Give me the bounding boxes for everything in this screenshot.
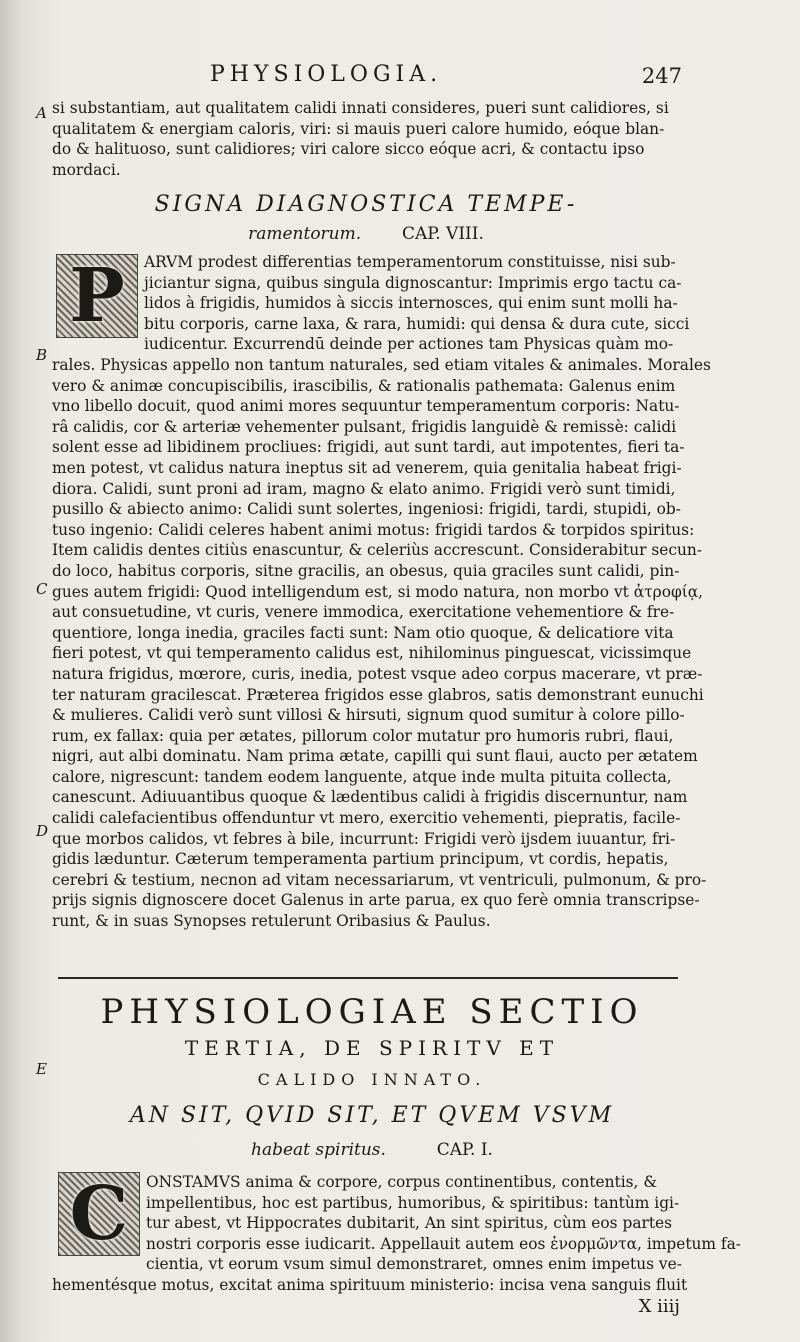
text-line: diora. Calidi, sunt proni ad iram, magno & elato animo. Frigidi verò sunt timidi,: [52, 479, 676, 498]
margin-letter-d: D: [36, 822, 49, 840]
signature-mark: X iiij: [638, 1296, 680, 1317]
text-line: iudicentur. Excurrendū deinde per actiones tam Physicas quàm mo-: [144, 335, 674, 354]
text-line: canescunt. Adiuuantibus quoque & lædentibus calidi à frigidis discernuntur, nam: [52, 788, 688, 807]
text-line: nigri, aut albi dominatu. Nam prima ætate, capilli qui sunt flaui, aucto per ætatem: [52, 747, 698, 766]
text-line: do loco, habitus corporis, sitne gracilis, an obesus, quia graciles sunt calidi, pin-: [52, 561, 680, 580]
text-line: bitu corporis, carne laxa, & rara, humidi: qui densa & dura cute, sicci: [144, 314, 690, 333]
text-line: râ calidis, cor & arteriæ vehementer pulsant, frigidis languidè & remissè: calidi: [52, 417, 677, 436]
text-line: ter naturam gracilescat. Præterea frigidos esse glabros, satis demonstrant eunuchi: [52, 685, 704, 704]
initial-letter: P: [69, 253, 125, 339]
text-line: hementésque motus, excitat anima spirituum ministerio: incisa vena sanguis fluit: [52, 1276, 688, 1294]
section-subtitle-1: TERTIA, DE SPIRITV ET: [184, 1036, 560, 1060]
ornamental-initial-c: [58, 1172, 140, 1256]
text-line: natura frigidus, mœrore, curis, inedia, potest vsque adeo corpus macerare, vt præ-: [52, 664, 703, 683]
section-subtitle-2: CALIDO INNATO.: [257, 1070, 487, 1089]
section-title: PHYSIOLOGIAE SECTIO: [100, 992, 644, 1032]
text-line: Item calidis dentes citiùs enascuntur, & celeriùs accrescunt. Considerabitur secun-: [52, 541, 703, 560]
chapter-8-body: [52, 355, 711, 932]
text-line: tur abest, vt Hippocrates dubitarit, An sint spiritus, cùm eos partes: [146, 1214, 673, 1233]
text-line: cerebri & testium, necnon ad vitam necessariarum, vt ventriculi, pulmonum, & pro-: [52, 870, 707, 889]
text-line: gidis læduntur. Cæterum temperamenta partium principum, vt cordis, hepatis,: [52, 850, 669, 869]
margin-letter-c: C: [36, 580, 48, 598]
text-line: qualitatem & energiam caloris, viri: si mauis pueri calore humido, eóque blan-: [52, 119, 665, 138]
text-line: nostri corporis esse iudicarit. Appellauit autem eos ἐνορμῶντα, impetum fa-: [146, 1234, 741, 1253]
text-line: solent esse ad libidinem procliues: frigidi, aut sunt tardi, aut impotentes, fieri ta-: [52, 438, 685, 457]
page-number: 247: [641, 64, 682, 88]
margin-letter-a: A: [36, 104, 47, 122]
text-line: runt, & in suas Synopses retulerunt Oribasius & Paulus.: [52, 912, 491, 931]
chapter-1-subtitle: [52, 1140, 692, 1160]
text-line: que morbos calidos, vt febres à bile, incurrunt: Frigidi verò ijsdem iuuantur, fri-: [52, 829, 676, 848]
text-line: tuso ingenio: Calidi celeres habent animi motus: frigidi tardos & torpidos spiritus:: [52, 520, 695, 539]
chapter-8-subtitle-italic: ramentorum.: [248, 224, 362, 244]
chapter-1-title: AN SIT, QVID SIT, ET QVEM VSVM: [129, 1103, 615, 1128]
text-line: men potest, vt calidus natura ineptus sit ad venerem, quia genitalia habeat frigi-: [52, 458, 682, 477]
opening-paragraph: [52, 98, 680, 180]
text-line: do & halituoso, sunt calidiores; viri calore sicco eóque acri, & contactu ipso: [52, 140, 645, 159]
text-line: & mulieres. Calidi verò sunt villosi & hirsuti, signum quod sumitur à colore pillo-: [52, 706, 685, 725]
text-line: cientia, vt eorum vsum simul demonstraret, omnes enim impetus ve-: [146, 1255, 682, 1274]
text-line: jiciantur signa, quibus singula dignoscantur: Imprimis ergo tactu ca-: [144, 273, 682, 292]
chapter-8-subtitle: [52, 224, 680, 244]
initial-letter: C: [69, 1171, 129, 1257]
text-line: si substantiam, aut qualitatem calidi innati consideres, pueri sunt calidiores, si: [52, 99, 669, 117]
text-line: impellentibus, hoc est partibus, humoribus, & spiritibus: tantùm igi-: [146, 1193, 680, 1212]
text-line: calidi calefacientibus offenduntur vt mero, exercitio vehementi, piepratis, facile-: [52, 809, 681, 828]
text-line: fieri potest, vt qui temperamento calidus est, nihilominus pinguescat, vicissimque: [52, 644, 692, 663]
margin-letter-b: B: [36, 346, 48, 364]
text-line: prijs signis dignoscere docet Galenus in arte parua, ex quo ferè omnia transcripse-: [52, 891, 700, 910]
chapter-1-body: [52, 1275, 688, 1296]
chapter-8-cap-number: CAP. VIII.: [401, 224, 484, 244]
ornamental-initial-p: [56, 254, 138, 338]
text-line: calore, nigrescunt: tandem eodem languente, atque inde multa pituita collecta,: [52, 767, 672, 786]
margin-letter-e: E: [36, 1060, 47, 1078]
chapter-1-cap-number: CAP. I.: [436, 1140, 493, 1160]
text-line: ONSTAMVS anima & corpore, corpus continentibus, contentis, &: [146, 1173, 658, 1191]
text-line: gues autem frigidi: Quod intelligendum est, si modo natura, non morbo vt ἀτροφίᾳ,: [52, 582, 704, 601]
chapter-1-subtitle-italic: habeat spiritus.: [251, 1140, 386, 1160]
text-line: ARVM prodest differentias temperamentorum constituisse, nisi sub-: [144, 253, 676, 271]
chapter-8-dropcap-lines: [144, 252, 690, 355]
text-line: pusillo & abiecto animo: Calidi sunt solertes, ingeniosi: frigidi, tardi, stupidi, ob-: [52, 500, 681, 519]
running-head-title: PHYSIOLOGIA.: [210, 62, 443, 87]
section-divider-rule: [58, 977, 678, 979]
chapter-8-title: SIGNA DIAGNOSTICA TEMPE-: [154, 192, 578, 217]
text-line: mordaci.: [52, 160, 121, 179]
text-line: aut consuetudine, vt curis, venere immodica, exercitatione vehementiore & fre-: [52, 603, 675, 622]
text-line: rales. Physicas appello non tantum naturales, sed etiam vitales & animales. Morales: [52, 356, 711, 374]
text-line: rum, ex fallax: quia per ætates, pillorum color mutatur pro humoris rubri, flaui,: [52, 726, 674, 745]
text-line: vno libello docuit, quod animi mores sequuntur temperamentum corporis: Natu-: [52, 397, 680, 416]
text-line: lidos à frigidis, humidos à siccis internosces, qui enim sunt molli ha-: [144, 294, 678, 313]
text-line: vero & animæ concupiscibilis, irascibilis, & rationalis pathemata: Galenus enim: [52, 376, 676, 395]
running-head: [0, 62, 800, 92]
text-line: quentiore, longa inedia, graciles facti sunt: Nam otio quoque, & delicatiore vita: [52, 623, 674, 642]
chapter-1-dropcap-lines: [146, 1172, 741, 1275]
